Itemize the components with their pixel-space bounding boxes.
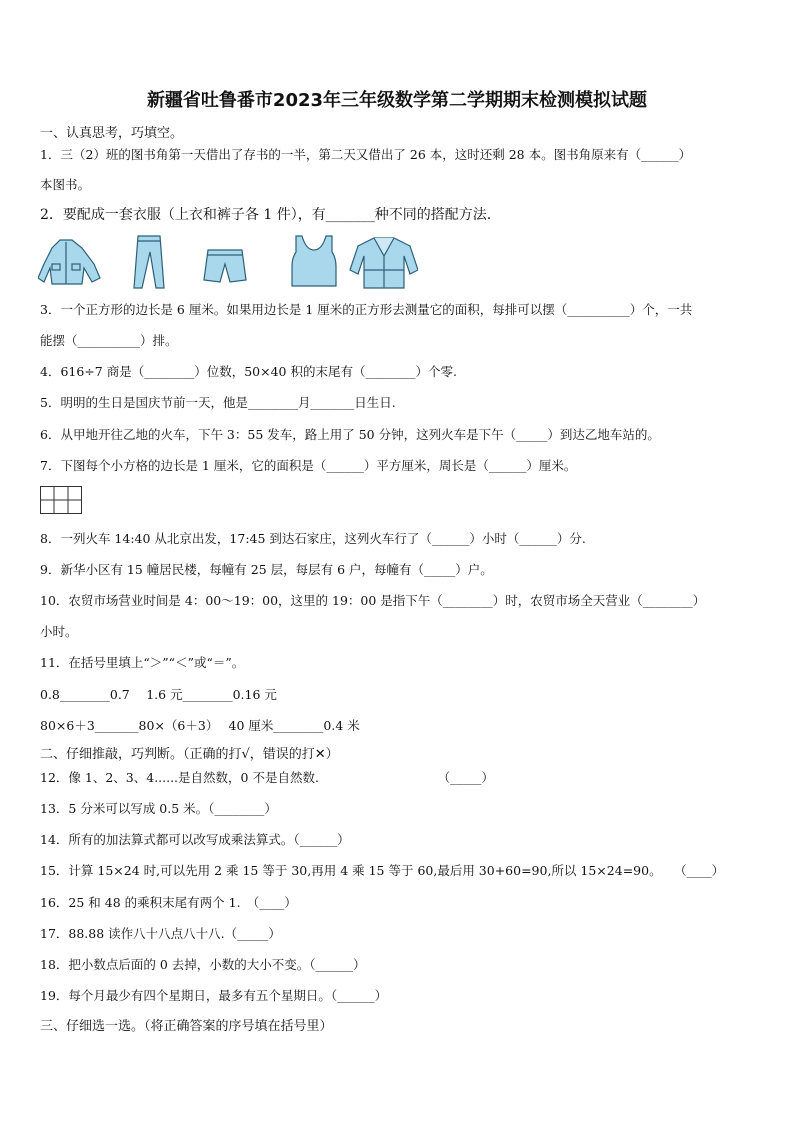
trousers-icon: [134, 236, 164, 288]
question-10-line-2: 小时。: [40, 624, 78, 639]
question-12: 12．像 1、2、3、4......是自然数，0 不是自然数. （_____）: [40, 770, 494, 785]
grid-icon: [40, 486, 82, 514]
clothes-illustration: [38, 234, 418, 290]
question-5: 5．明明的生日是国庆节前一天，他是________月_______日生日.: [40, 395, 396, 410]
question-3-line-2: 能摆（__________）排。: [40, 333, 178, 348]
jacket-icon: [38, 240, 100, 284]
question-11-row-1: 0.8________0.7 1.6 元________0.16 元: [40, 687, 277, 702]
question-6: 6．从甲地开往乙地的火车，下午 3：55 发车，路上用了 50 分钟，这列火车是下午（_____）到达乙地车站的。: [40, 427, 660, 442]
question-11: 11．在括号里填上“＞”“＜”或“＝”。: [40, 655, 245, 670]
shorts-icon: [204, 250, 246, 282]
tank-top-icon: [292, 236, 336, 286]
section-3-heading: 三、仔细选一选。（将正确答案的序号填在括号里）: [40, 1019, 333, 1034]
question-17: 17．88.88 读作八十八点八十八.（_____）: [40, 926, 281, 941]
question-2: 2．要配成一套衣服（上衣和裤子各 1 件），有_______种不同的搭配方法.: [40, 207, 492, 223]
coat-icon: [350, 238, 418, 288]
question-8: 8．一列火车 14:40 从北京出发，17:45 到达石家庄，这列火车行了（______）小时（______）分.: [40, 531, 586, 546]
section-1-heading: 一、认真思考，巧填空。: [40, 126, 184, 141]
question-15: 15．计算 15×24 时,可以先用 2 乘 15 等于 30,再用 4 乘 15 等于 60,最后用 30+60=90,所以 15×24=90。 （____）: [40, 863, 725, 878]
question-4: 4．616÷7 商是（________）位数，50×40 积的末尾有（________）个零.: [40, 364, 457, 379]
question-16: 16．25 和 48 的乘积末尾有两个 1. （____）: [40, 895, 297, 910]
section-2-heading: 二、仔细推敲，巧判断。（正确的打√，错误的打✕）: [40, 747, 339, 762]
question-19: 19．每个月最少有四个星期日，最多有五个星期日。（______）: [40, 988, 388, 1003]
question-9: 9．新华小区有 15 幢居民楼，每幢有 25 层，每层有 6 户，每幢有（_____）户。: [40, 562, 493, 577]
question-1-line-2: 本图书。: [40, 177, 91, 192]
question-1-line-1: 1．三（2）班的图书角第一天借出了存书的一半，第二天又借出了 26 本，这时还剩 28 本。图书角原来有（______）: [40, 147, 692, 162]
question-13: 13．5 分米可以写成 0.5 米。（________）: [40, 801, 277, 816]
question-10-line-1: 10．农贸市场营业时间是 4：00～19：00，这里的 19：00 是指下午（________）时，农贸市场全天营业（________）: [40, 593, 706, 608]
question-7: 7．下图每个小方格的边长是 1 厘米，它的面积是（______）平方厘米，周长是（______）厘米。: [40, 458, 577, 473]
question-11-row-2: 80×6＋3_______80×（6＋3） 40 厘米________0.4 米: [40, 718, 360, 733]
page-title: 新疆省吐鲁番市2023年三年级数学第二学期期末检测模拟试题: [146, 90, 648, 111]
question-18: 18．把小数点后面的 0 去掉，小数的大小不变。（______）: [40, 957, 366, 972]
question-3-line-1: 3．一个正方形的边长是 6 厘米。如果用边长是 1 厘米的正方形去测量它的面积，每排可以摆（__________）个，一共: [40, 302, 693, 317]
question-14: 14．所有的加法算式都可以改写成乘法算式。（______）: [40, 832, 350, 847]
